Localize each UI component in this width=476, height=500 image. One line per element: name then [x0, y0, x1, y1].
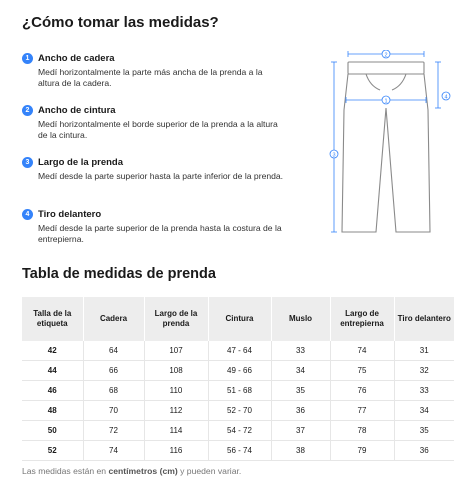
table-cell: 76	[330, 381, 394, 401]
diagram-marker-length	[330, 150, 338, 158]
size-label-cell: 42	[22, 341, 83, 361]
page-title: ¿Cómo tomar las medidas?	[22, 14, 219, 31]
table-cell: 49 - 66	[208, 361, 271, 381]
table-cell: 74	[330, 341, 394, 361]
table-cell: 31	[394, 341, 454, 361]
pants-outline	[342, 62, 430, 232]
table-cell: 38	[271, 441, 330, 461]
table-cell: 114	[144, 421, 208, 441]
column-header-thigh: Muslo	[271, 297, 330, 341]
table-cell: 33	[394, 381, 454, 401]
table-cell: 110	[144, 381, 208, 401]
table-cell: 34	[271, 361, 330, 381]
table-cell: 52 - 70	[208, 401, 271, 421]
step-title: Tiro delantero	[38, 209, 102, 220]
size-label-cell: 44	[22, 361, 83, 381]
table-cell: 35	[271, 381, 330, 401]
step-description: Medí horizontalmente la parte más ancha de la prenda a la altura de la cadera.	[38, 67, 263, 88]
table-cell: 78	[330, 421, 394, 441]
column-header-hip: Cadera	[83, 297, 144, 341]
table-cell: 64	[83, 341, 144, 361]
step-number-badge: 1	[22, 53, 33, 64]
size-label-cell: 48	[22, 401, 83, 421]
footnote-unit-emphasis: centímetros (cm)	[108, 466, 178, 476]
table-cell: 56 - 74	[208, 441, 271, 461]
step-number-badge: 4	[22, 209, 33, 220]
size-table-title: Tabla de medidas de prenda	[22, 266, 216, 282]
table-header-row	[22, 297, 454, 341]
table-cell: 108	[144, 361, 208, 381]
step-title: Largo de la prenda	[38, 157, 123, 168]
table-row	[22, 381, 454, 401]
table-row	[22, 361, 454, 381]
diagram-marker-hip	[382, 96, 390, 104]
pants-measurement-diagram	[326, 50, 456, 240]
size-label-cell: 46	[22, 381, 83, 401]
step-description: Medí horizontalmente el borde superior de la prenda a la altura de la cintura.	[38, 119, 278, 140]
footnote-text: y pueden variar.	[177, 466, 242, 476]
table-cell: 68	[83, 381, 144, 401]
svg-text:3: 3	[332, 152, 336, 159]
table-cell: 51 - 68	[208, 381, 271, 401]
table-cell: 36	[394, 441, 454, 461]
svg-text:4: 4	[444, 94, 448, 101]
step-title: Ancho de cintura	[38, 105, 116, 116]
table-cell: 107	[144, 341, 208, 361]
step-description: Medí desde la parte superior de la prenda hasta la costura de la entrepierna.	[38, 223, 282, 244]
table-cell: 34	[394, 401, 454, 421]
table-cell: 74	[83, 441, 144, 461]
table-row	[22, 421, 454, 441]
footnote-text: Las medidas están en	[22, 466, 109, 476]
step-front-rise	[22, 208, 284, 245]
step-garment-length	[22, 156, 284, 182]
table-cell: 32	[394, 361, 454, 381]
step-waist-width	[22, 104, 284, 141]
column-header-length: Largo de la prenda	[144, 297, 208, 341]
table-row	[22, 341, 454, 361]
table-cell: 33	[271, 341, 330, 361]
svg-text:1: 1	[384, 98, 388, 105]
step-hip-width	[22, 52, 284, 89]
column-header-waist: Cintura	[208, 297, 271, 341]
table-cell: 77	[330, 401, 394, 421]
units-footnote	[22, 466, 241, 476]
column-header-front-rise: Tiro delantero	[394, 297, 454, 341]
step-description: Medí desde la parte superior hasta la parte inferior de la prenda.	[38, 171, 284, 181]
size-label-cell: 50	[22, 421, 83, 441]
step-number-badge: 2	[22, 105, 33, 116]
size-chart-table	[22, 297, 454, 461]
column-header-inseam: Largo de entrepierna	[330, 297, 394, 341]
svg-text:2: 2	[384, 52, 388, 59]
table-cell: 54 - 72	[208, 421, 271, 441]
table-cell: 37	[271, 421, 330, 441]
table-cell: 112	[144, 401, 208, 421]
table-cell: 36	[271, 401, 330, 421]
table-cell: 70	[83, 401, 144, 421]
table-cell: 35	[394, 421, 454, 441]
table-cell: 75	[330, 361, 394, 381]
table-cell: 116	[144, 441, 208, 461]
table-cell: 47 - 64	[208, 341, 271, 361]
step-title: Ancho de cadera	[38, 53, 115, 64]
table-row	[22, 401, 454, 421]
diagram-marker-waist	[382, 50, 390, 58]
column-header-size-label: Talla de la etiqueta	[22, 297, 83, 341]
diagram-marker-rise	[442, 92, 450, 100]
table-cell: 66	[83, 361, 144, 381]
table-row	[22, 441, 454, 461]
size-label-cell: 52	[22, 441, 83, 461]
step-number-badge: 3	[22, 157, 33, 168]
table-cell: 79	[330, 441, 394, 461]
table-cell: 72	[83, 421, 144, 441]
